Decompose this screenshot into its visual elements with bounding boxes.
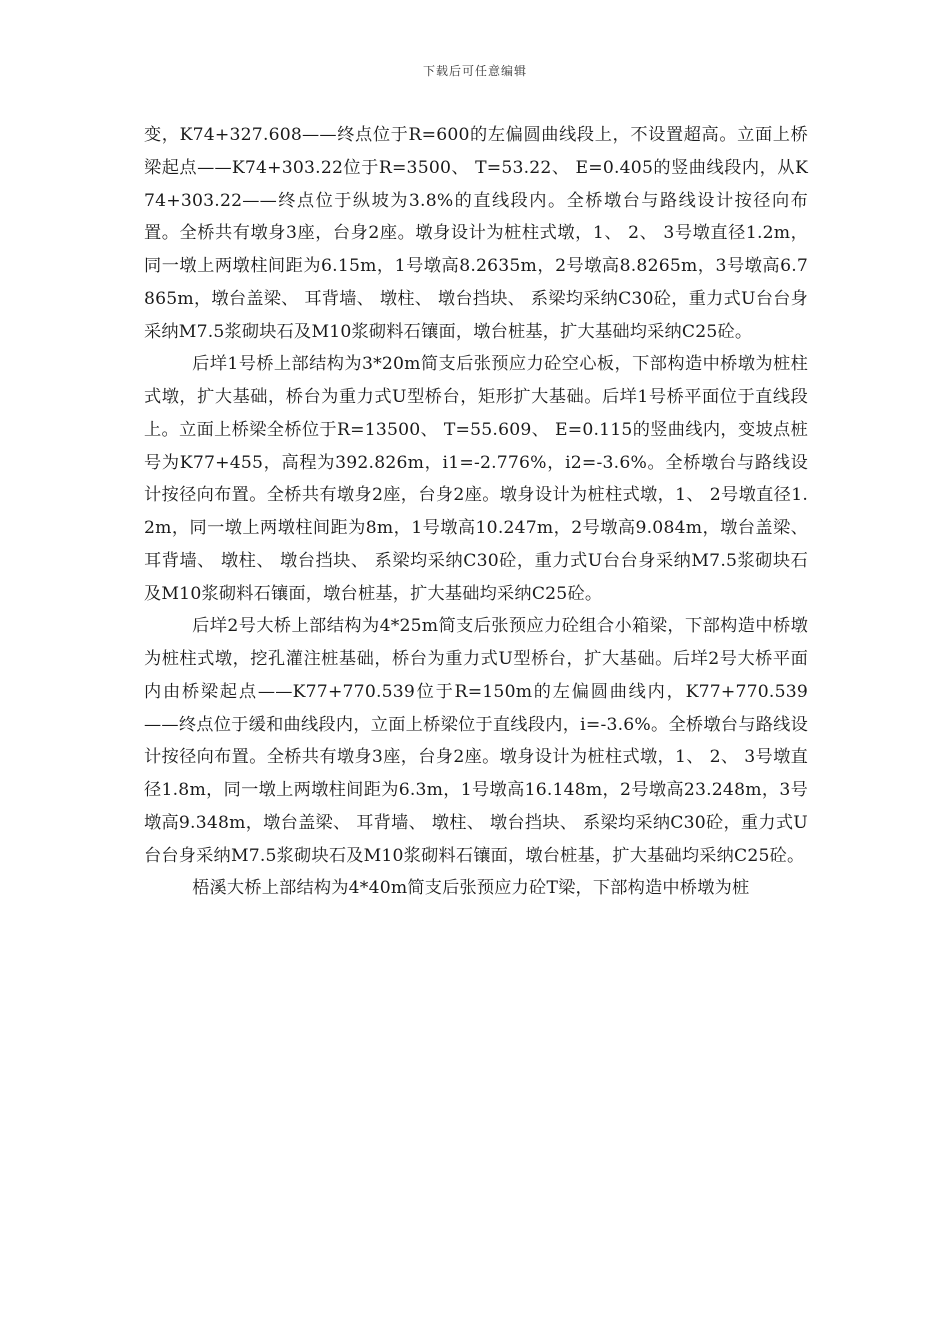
page-header: 下载后可任意编辑 [422, 64, 527, 78]
paragraph-houyang-bridge-2: 后垟2号大桥上部结构为4*25m简支后张预应力砼组合小箱梁，下部构造中桥墩为桩柱式墩，挖孔灌注桩基础，桥台为重力式U型桥台，扩大基础。后垟2号大桥平面内由桥梁起点——K77+770.539位于R=150m的左偏圆曲线内，K77+770.539——终点位于缓和曲线段内，立面上桥梁位于直线段内，i=-3.6%。全桥墩台与路线设计按径向布置。全桥共有墩身3座，台身2座。墩身设计为桩柱式墩，1、 2、 3号墩直径1.8m，同一墩上两墩柱间距为6.3m，1号墩高16.148m，2号墩高23.248m，3号墩高9.348m，墩台盖梁、 耳背墙、 墩柱、 墩台挡块、 系梁均采纳C30砼，重力式U台台身采纳M7.5浆砌块石及M10浆砌料石镶面，墩台桩基，扩大基础均采纳C25砼。 [144, 616, 808, 866]
document-body [144, 119, 808, 905]
paragraph-wuxi-bridge: 梧溪大桥上部结构为4*40m简支后张预应力砼T梁，下部构造中桥墩为桩 [192, 878, 750, 899]
paragraph-continued: 变，K74+327.608——终点位于R=600的左偏圆曲线段上，不设置超高。立面上桥梁起点——K74+303.22位于R=3500、 T=53.22、 E=0.405的竖曲线段内，从K74+303.22——终点位于纵坡为3.8%的直线段内。全桥墩台与路线设计按径向布置。全桥共有墩身3座，台身2座。墩身设计为桩柱式墩，1、 2、 3号墩直径1.2m，同一墩上两墩柱间距为6.15m，1号墩高8.2635m，2号墩高8.8265m，3号墩高6.7865m，墩台盖梁、 耳背墙、 墩柱、 墩台挡块、 系梁均采纳C30砼，重力式U台台身采纳M7.5浆砌块石及M10浆砌料石镶面，墩台桩基，扩大基础均采纳C25砼。 [144, 125, 808, 342]
paragraph-houyang-bridge-1: 后垟1号桥上部结构为3*20m简支后张预应力砼空心板，下部构造中桥墩为桩柱式墩，扩大基础，桥台为重力式U型桥台，矩形扩大基础。后垟1号桥平面位于直线段上。立面上桥梁全桥位于R=13500、 T=55.609、 E=0.115的竖曲线内，变坡点桩号为K77+455，高程为392.826m，i1=-2.776%，i2=-3.6%。全桥墩台与路线设计按径向布置。全桥共有墩身2座，台身2座。墩身设计为桩柱式墩，1、 2号墩直径1.2m，同一墩上两墩柱间距为8m，1号墩高10.247m，2号墩高9.084m，墩台盖梁、 耳背墙、 墩柱、 墩台挡块、 系梁均采纳C30砼，重力式U台台身采纳M7.5浆砌块石及M10浆砌料石镶面，墩台桩基，扩大基础均采纳C25砼。 [144, 354, 808, 604]
